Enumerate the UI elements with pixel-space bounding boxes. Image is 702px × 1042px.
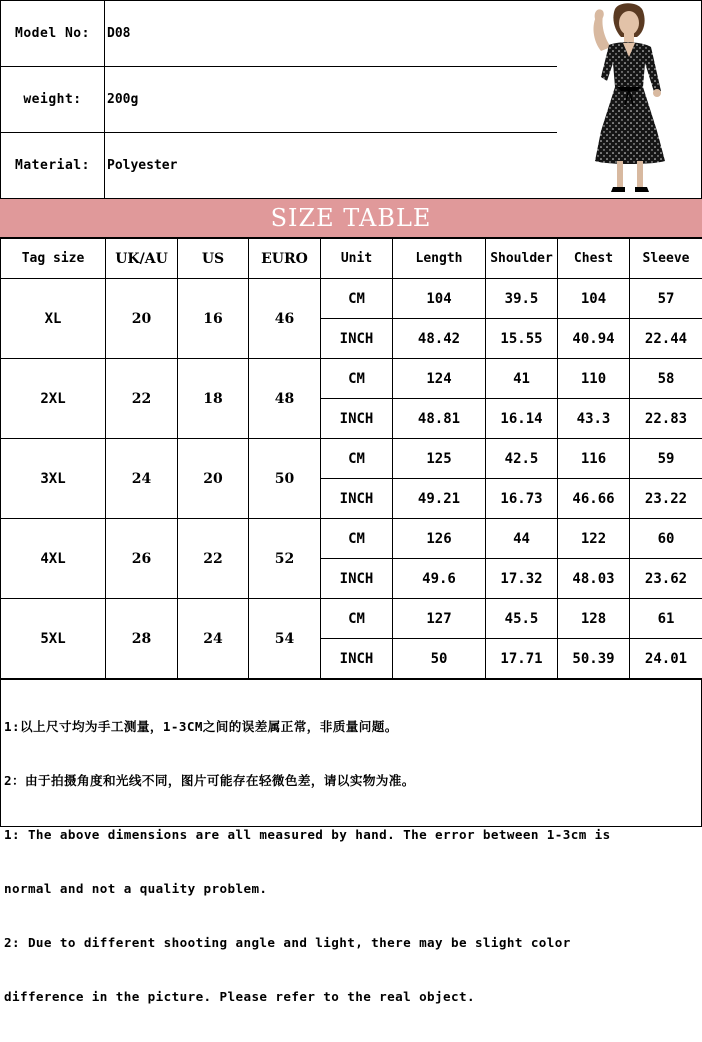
cell-unit: CM (321, 359, 393, 399)
cell-unit: CM (321, 519, 393, 559)
cell-euro: 48 (249, 359, 321, 439)
cell-sleeve: 23.62 (630, 559, 702, 599)
cell-unit: INCH (321, 399, 393, 439)
table-header-row (1, 239, 702, 279)
notes-box (0, 679, 702, 827)
note-line: 2：由于拍摄角度和光线不同，图片可能存在轻微色差，请以实物为准。 (4, 772, 698, 790)
cell-shoulder: 45.5 (486, 599, 558, 639)
cell-shoulder: 41 (486, 359, 558, 399)
cell-sleeve: 59 (630, 439, 702, 479)
note-line: 2: Due to different shooting angle and light, there may be slight color (4, 934, 698, 952)
header-sleeve: Sleeve (630, 239, 702, 279)
cell-shoulder: 39.5 (486, 279, 558, 319)
info-row-weight (1, 67, 558, 133)
cell-uk: 20 (106, 279, 178, 359)
cell-euro: 54 (249, 599, 321, 679)
cell-us: 22 (178, 519, 249, 599)
cell-unit: INCH (321, 559, 393, 599)
weight-value: 200g (107, 67, 138, 132)
cell-chest: 128 (558, 599, 630, 639)
cell-sleeve: 22.44 (630, 319, 702, 359)
cell-shoulder: 16.73 (486, 479, 558, 519)
cell-uk: 26 (106, 519, 178, 599)
cell-unit: INCH (321, 479, 393, 519)
header-tag-size: Tag size (1, 239, 106, 279)
cell-length: 48.42 (393, 319, 486, 359)
info-row-material (1, 133, 558, 199)
cell-shoulder: 17.71 (486, 639, 558, 679)
cell-chest: 46.66 (558, 479, 630, 519)
cell-length: 124 (393, 359, 486, 399)
cell-uk: 28 (106, 599, 178, 679)
cell-euro: 46 (249, 279, 321, 359)
cell-shoulder: 42.5 (486, 439, 558, 479)
note-line: normal and not a quality problem. (4, 880, 698, 898)
note-line: 1: The above dimensions are all measured by hand. The error between 1-3cm is (4, 826, 698, 844)
cell-chest: 43.3 (558, 399, 630, 439)
cell-length: 127 (393, 599, 486, 639)
note-line: difference in the picture. Please refer to the real object. (4, 988, 698, 1006)
model-value: D08 (107, 1, 130, 66)
cell-sleeve: 58 (630, 359, 702, 399)
cell-shoulder: 16.14 (486, 399, 558, 439)
header-uk-au: UK/AU (106, 239, 178, 279)
cell-length: 50 (393, 639, 486, 679)
header-shoulder: Shoulder (486, 239, 558, 279)
table-row (1, 519, 702, 559)
header-us: US (178, 239, 249, 279)
cell-sleeve: 22.83 (630, 399, 702, 439)
size-table (0, 238, 702, 679)
product-info-table (0, 0, 557, 198)
header-length: Length (393, 239, 486, 279)
material-label: Material: (1, 133, 105, 198)
model-dress-photo (557, 0, 702, 198)
material-value: Polyester (107, 133, 177, 198)
header-euro: EURO (249, 239, 321, 279)
cell-unit: CM (321, 599, 393, 639)
cell-shoulder: 44 (486, 519, 558, 559)
model-dress-icon (557, 1, 700, 198)
cell-unit: INCH (321, 319, 393, 359)
table-row (1, 359, 702, 399)
cell-unit: INCH (321, 639, 393, 679)
cell-tag: 5XL (1, 599, 106, 679)
cell-uk: 22 (106, 359, 178, 439)
cell-length: 104 (393, 279, 486, 319)
cell-tag: 4XL (1, 519, 106, 599)
cell-chest: 40.94 (558, 319, 630, 359)
cell-unit: CM (321, 439, 393, 479)
cell-chest: 116 (558, 439, 630, 479)
cell-sleeve: 60 (630, 519, 702, 559)
cell-chest: 122 (558, 519, 630, 559)
cell-tag: 2XL (1, 359, 106, 439)
cell-chest: 110 (558, 359, 630, 399)
weight-label: weight: (1, 67, 105, 132)
cell-sleeve: 57 (630, 279, 702, 319)
table-row (1, 439, 702, 479)
cell-length: 125 (393, 439, 486, 479)
cell-us: 20 (178, 439, 249, 519)
cell-euro: 50 (249, 439, 321, 519)
cell-us: 24 (178, 599, 249, 679)
cell-length: 126 (393, 519, 486, 559)
cell-sleeve: 61 (630, 599, 702, 639)
size-table-title: SIZE TABLE (0, 198, 702, 238)
cell-chest: 104 (558, 279, 630, 319)
cell-uk: 24 (106, 439, 178, 519)
cell-length: 49.21 (393, 479, 486, 519)
note-line: 1:以上尺寸均为手工测量，1-3CM之间的误差属正常，非质量问题。 (4, 718, 698, 736)
cell-euro: 52 (249, 519, 321, 599)
cell-chest: 50.39 (558, 639, 630, 679)
table-row (1, 599, 702, 639)
cell-shoulder: 17.32 (486, 559, 558, 599)
cell-tag: 3XL (1, 439, 106, 519)
cell-length: 49.6 (393, 559, 486, 599)
table-row (1, 279, 702, 319)
info-row-model (1, 1, 558, 67)
cell-sleeve: 24.01 (630, 639, 702, 679)
cell-us: 16 (178, 279, 249, 359)
cell-us: 18 (178, 359, 249, 439)
cell-tag: XL (1, 279, 106, 359)
cell-chest: 48.03 (558, 559, 630, 599)
header-chest: Chest (558, 239, 630, 279)
header-unit: Unit (321, 239, 393, 279)
cell-sleeve: 23.22 (630, 479, 702, 519)
model-label: Model No: (1, 1, 105, 66)
cell-unit: CM (321, 279, 393, 319)
cell-length: 48.81 (393, 399, 486, 439)
cell-shoulder: 15.55 (486, 319, 558, 359)
